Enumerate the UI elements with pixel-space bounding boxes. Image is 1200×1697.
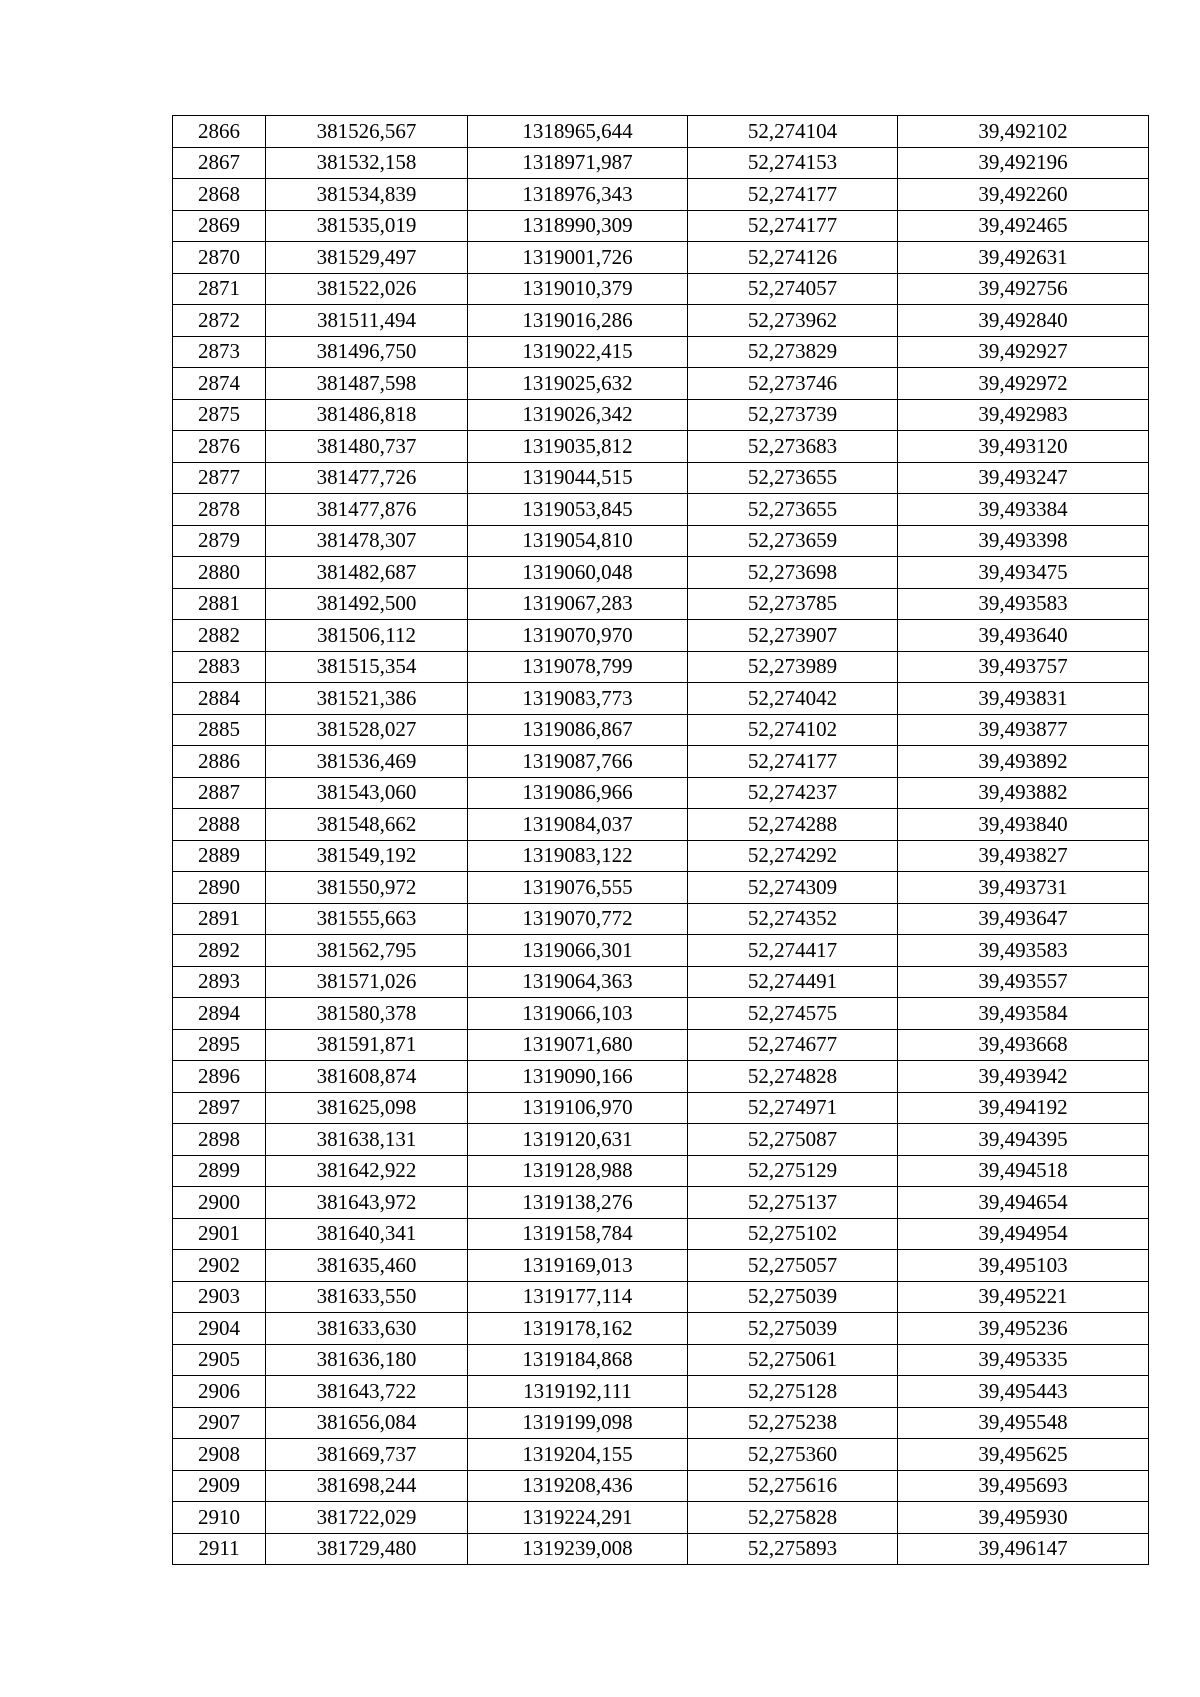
longitude-cell: 39,493583 bbox=[898, 588, 1149, 620]
longitude-cell: 39,492631 bbox=[898, 242, 1149, 274]
table-row bbox=[173, 651, 1149, 683]
table-row bbox=[173, 494, 1149, 526]
latitude-cell: 52,275087 bbox=[688, 1124, 898, 1156]
point-number-cell: 2899 bbox=[173, 1155, 266, 1187]
table-row bbox=[173, 1376, 1149, 1408]
longitude-cell: 39,496147 bbox=[898, 1533, 1149, 1565]
table-row bbox=[173, 809, 1149, 841]
table-row bbox=[173, 777, 1149, 809]
table-row bbox=[173, 1124, 1149, 1156]
coordinate-y-cell: 1319066,301 bbox=[468, 935, 688, 967]
table-row bbox=[173, 462, 1149, 494]
coordinate-y-cell: 1319086,867 bbox=[468, 714, 688, 746]
point-number-cell: 2871 bbox=[173, 273, 266, 305]
latitude-cell: 52,274126 bbox=[688, 242, 898, 274]
latitude-cell: 52,274491 bbox=[688, 966, 898, 998]
coordinate-x-cell: 381635,460 bbox=[266, 1250, 468, 1282]
point-number-cell: 2901 bbox=[173, 1218, 266, 1250]
coordinate-y-cell: 1319106,970 bbox=[468, 1092, 688, 1124]
coordinate-x-cell: 381633,630 bbox=[266, 1313, 468, 1345]
coordinate-y-cell: 1319224,291 bbox=[468, 1502, 688, 1534]
coordinate-y-cell: 1319199,098 bbox=[468, 1407, 688, 1439]
point-number-cell: 2870 bbox=[173, 242, 266, 274]
latitude-cell: 52,274237 bbox=[688, 777, 898, 809]
coordinate-y-cell: 1319239,008 bbox=[468, 1533, 688, 1565]
coordinate-x-cell: 381543,060 bbox=[266, 777, 468, 809]
coordinate-x-cell: 381478,307 bbox=[266, 525, 468, 557]
coordinate-y-cell: 1318990,309 bbox=[468, 210, 688, 242]
coordinate-y-cell: 1319087,766 bbox=[468, 746, 688, 778]
longitude-cell: 39,493840 bbox=[898, 809, 1149, 841]
table-row bbox=[173, 746, 1149, 778]
point-number-cell: 2883 bbox=[173, 651, 266, 683]
latitude-cell: 52,273962 bbox=[688, 305, 898, 337]
coordinate-y-cell: 1319083,122 bbox=[468, 840, 688, 872]
coordinate-x-cell: 381642,922 bbox=[266, 1155, 468, 1187]
longitude-cell: 39,493384 bbox=[898, 494, 1149, 526]
point-number-cell: 2878 bbox=[173, 494, 266, 526]
coordinate-y-cell: 1319071,680 bbox=[468, 1029, 688, 1061]
coordinate-y-cell: 1319044,515 bbox=[468, 462, 688, 494]
coordinate-y-cell: 1319208,436 bbox=[468, 1470, 688, 1502]
point-number-cell: 2910 bbox=[173, 1502, 266, 1534]
longitude-cell: 39,494395 bbox=[898, 1124, 1149, 1156]
latitude-cell: 52,274057 bbox=[688, 273, 898, 305]
longitude-cell: 39,492465 bbox=[898, 210, 1149, 242]
table-row bbox=[173, 998, 1149, 1030]
table-row bbox=[173, 620, 1149, 652]
table-row bbox=[173, 1281, 1149, 1313]
coordinate-y-cell: 1319177,114 bbox=[468, 1281, 688, 1313]
table-row bbox=[173, 273, 1149, 305]
coordinate-y-cell: 1319120,631 bbox=[468, 1124, 688, 1156]
longitude-cell: 39,493831 bbox=[898, 683, 1149, 715]
point-number-cell: 2907 bbox=[173, 1407, 266, 1439]
coordinate-y-cell: 1319086,966 bbox=[468, 777, 688, 809]
latitude-cell: 52,274288 bbox=[688, 809, 898, 841]
coordinate-y-cell: 1319064,363 bbox=[468, 966, 688, 998]
table-row bbox=[173, 147, 1149, 179]
latitude-cell: 52,275039 bbox=[688, 1313, 898, 1345]
coordinate-x-cell: 381482,687 bbox=[266, 557, 468, 589]
coordinate-x-cell: 381511,494 bbox=[266, 305, 468, 337]
table-row bbox=[173, 336, 1149, 368]
coordinate-y-cell: 1319178,162 bbox=[468, 1313, 688, 1345]
latitude-cell: 52,275137 bbox=[688, 1187, 898, 1219]
latitude-cell: 52,274417 bbox=[688, 935, 898, 967]
coordinate-y-cell: 1319076,555 bbox=[468, 872, 688, 904]
table-row bbox=[173, 557, 1149, 589]
coordinate-y-cell: 1318965,644 bbox=[468, 116, 688, 148]
coordinate-x-cell: 381477,726 bbox=[266, 462, 468, 494]
latitude-cell: 52,273655 bbox=[688, 494, 898, 526]
latitude-cell: 52,274042 bbox=[688, 683, 898, 715]
coordinate-y-cell: 1319078,799 bbox=[468, 651, 688, 683]
latitude-cell: 52,274828 bbox=[688, 1061, 898, 1093]
table-row bbox=[173, 840, 1149, 872]
latitude-cell: 52,273746 bbox=[688, 368, 898, 400]
table-row bbox=[173, 1407, 1149, 1439]
coordinate-x-cell: 381532,158 bbox=[266, 147, 468, 179]
point-number-cell: 2905 bbox=[173, 1344, 266, 1376]
coordinate-x-cell: 381591,871 bbox=[266, 1029, 468, 1061]
latitude-cell: 52,273989 bbox=[688, 651, 898, 683]
longitude-cell: 39,494518 bbox=[898, 1155, 1149, 1187]
longitude-cell: 39,492196 bbox=[898, 147, 1149, 179]
point-number-cell: 2875 bbox=[173, 399, 266, 431]
longitude-cell: 39,493584 bbox=[898, 998, 1149, 1030]
point-number-cell: 2894 bbox=[173, 998, 266, 1030]
table-row bbox=[173, 935, 1149, 967]
longitude-cell: 39,495548 bbox=[898, 1407, 1149, 1439]
point-number-cell: 2882 bbox=[173, 620, 266, 652]
latitude-cell: 52,274677 bbox=[688, 1029, 898, 1061]
point-number-cell: 2887 bbox=[173, 777, 266, 809]
table-row bbox=[173, 305, 1149, 337]
coordinate-y-cell: 1319070,772 bbox=[468, 903, 688, 935]
latitude-cell: 52,274292 bbox=[688, 840, 898, 872]
latitude-cell: 52,275039 bbox=[688, 1281, 898, 1313]
latitude-cell: 52,275057 bbox=[688, 1250, 898, 1282]
coordinate-x-cell: 381729,480 bbox=[266, 1533, 468, 1565]
longitude-cell: 39,494954 bbox=[898, 1218, 1149, 1250]
coordinate-x-cell: 381486,818 bbox=[266, 399, 468, 431]
coordinate-y-cell: 1319128,988 bbox=[468, 1155, 688, 1187]
longitude-cell: 39,493892 bbox=[898, 746, 1149, 778]
longitude-cell: 39,492927 bbox=[898, 336, 1149, 368]
latitude-cell: 52,275360 bbox=[688, 1439, 898, 1471]
coordinate-y-cell: 1319053,845 bbox=[468, 494, 688, 526]
coordinate-x-cell: 381656,084 bbox=[266, 1407, 468, 1439]
coordinate-y-cell: 1319001,726 bbox=[468, 242, 688, 274]
point-number-cell: 2891 bbox=[173, 903, 266, 935]
longitude-cell: 39,492840 bbox=[898, 305, 1149, 337]
coordinate-y-cell: 1318971,987 bbox=[468, 147, 688, 179]
point-number-cell: 2866 bbox=[173, 116, 266, 148]
latitude-cell: 52,274309 bbox=[688, 872, 898, 904]
latitude-cell: 52,274177 bbox=[688, 746, 898, 778]
coordinate-x-cell: 381550,972 bbox=[266, 872, 468, 904]
longitude-cell: 39,493731 bbox=[898, 872, 1149, 904]
longitude-cell: 39,493647 bbox=[898, 903, 1149, 935]
latitude-cell: 52,273739 bbox=[688, 399, 898, 431]
coordinate-x-cell: 381722,029 bbox=[266, 1502, 468, 1534]
latitude-cell: 52,274177 bbox=[688, 179, 898, 211]
coordinate-x-cell: 381555,663 bbox=[266, 903, 468, 935]
point-number-cell: 2867 bbox=[173, 147, 266, 179]
coordinate-x-cell: 381625,098 bbox=[266, 1092, 468, 1124]
longitude-cell: 39,495236 bbox=[898, 1313, 1149, 1345]
latitude-cell: 52,273785 bbox=[688, 588, 898, 620]
latitude-cell: 52,274177 bbox=[688, 210, 898, 242]
coordinate-y-cell: 1319054,810 bbox=[468, 525, 688, 557]
coordinate-x-cell: 381480,737 bbox=[266, 431, 468, 463]
point-number-cell: 2877 bbox=[173, 462, 266, 494]
table-row bbox=[173, 1313, 1149, 1345]
longitude-cell: 39,493877 bbox=[898, 714, 1149, 746]
coordinate-y-cell: 1319083,773 bbox=[468, 683, 688, 715]
point-number-cell: 2879 bbox=[173, 525, 266, 557]
point-number-cell: 2885 bbox=[173, 714, 266, 746]
table-row bbox=[173, 1187, 1149, 1219]
longitude-cell: 39,493668 bbox=[898, 1029, 1149, 1061]
point-number-cell: 2890 bbox=[173, 872, 266, 904]
latitude-cell: 52,273683 bbox=[688, 431, 898, 463]
longitude-cell: 39,493827 bbox=[898, 840, 1149, 872]
longitude-cell: 39,493557 bbox=[898, 966, 1149, 998]
coordinate-y-cell: 1319026,342 bbox=[468, 399, 688, 431]
point-number-cell: 2868 bbox=[173, 179, 266, 211]
coordinate-y-cell: 1319204,155 bbox=[468, 1439, 688, 1471]
latitude-cell: 52,275128 bbox=[688, 1376, 898, 1408]
point-number-cell: 2886 bbox=[173, 746, 266, 778]
longitude-cell: 39,492102 bbox=[898, 116, 1149, 148]
longitude-cell: 39,495625 bbox=[898, 1439, 1149, 1471]
point-number-cell: 2872 bbox=[173, 305, 266, 337]
coordinate-x-cell: 381643,722 bbox=[266, 1376, 468, 1408]
latitude-cell: 52,274153 bbox=[688, 147, 898, 179]
table-row bbox=[173, 966, 1149, 998]
longitude-cell: 39,492756 bbox=[898, 273, 1149, 305]
latitude-cell: 52,273655 bbox=[688, 462, 898, 494]
table-row bbox=[173, 368, 1149, 400]
coordinates-table-body bbox=[173, 116, 1149, 1565]
coordinate-x-cell: 381477,876 bbox=[266, 494, 468, 526]
point-number-cell: 2892 bbox=[173, 935, 266, 967]
coordinate-x-cell: 381698,244 bbox=[266, 1470, 468, 1502]
point-number-cell: 2884 bbox=[173, 683, 266, 715]
longitude-cell: 39,493640 bbox=[898, 620, 1149, 652]
coordinate-y-cell: 1319184,868 bbox=[468, 1344, 688, 1376]
coordinate-y-cell: 1319016,286 bbox=[468, 305, 688, 337]
latitude-cell: 52,275828 bbox=[688, 1502, 898, 1534]
coordinate-x-cell: 381636,180 bbox=[266, 1344, 468, 1376]
table-row bbox=[173, 1155, 1149, 1187]
coordinates-table bbox=[172, 115, 1149, 1565]
table-row bbox=[173, 1250, 1149, 1282]
table-row bbox=[173, 1092, 1149, 1124]
point-number-cell: 2906 bbox=[173, 1376, 266, 1408]
table-row bbox=[173, 210, 1149, 242]
coordinate-x-cell: 381633,550 bbox=[266, 1281, 468, 1313]
coordinate-x-cell: 381638,131 bbox=[266, 1124, 468, 1156]
point-number-cell: 2900 bbox=[173, 1187, 266, 1219]
longitude-cell: 39,493120 bbox=[898, 431, 1149, 463]
table-row bbox=[173, 399, 1149, 431]
table-row bbox=[173, 714, 1149, 746]
longitude-cell: 39,495103 bbox=[898, 1250, 1149, 1282]
coordinate-x-cell: 381640,341 bbox=[266, 1218, 468, 1250]
coordinate-x-cell: 381669,737 bbox=[266, 1439, 468, 1471]
point-number-cell: 2898 bbox=[173, 1124, 266, 1156]
coordinate-x-cell: 381580,378 bbox=[266, 998, 468, 1030]
point-number-cell: 2876 bbox=[173, 431, 266, 463]
latitude-cell: 52,275893 bbox=[688, 1533, 898, 1565]
coordinate-y-cell: 1319022,415 bbox=[468, 336, 688, 368]
coordinate-y-cell: 1319138,276 bbox=[468, 1187, 688, 1219]
coordinate-y-cell: 1319066,103 bbox=[468, 998, 688, 1030]
coordinate-x-cell: 381492,500 bbox=[266, 588, 468, 620]
coordinate-x-cell: 381521,386 bbox=[266, 683, 468, 715]
point-number-cell: 2874 bbox=[173, 368, 266, 400]
latitude-cell: 52,275616 bbox=[688, 1470, 898, 1502]
point-number-cell: 2895 bbox=[173, 1029, 266, 1061]
point-number-cell: 2909 bbox=[173, 1470, 266, 1502]
table-row bbox=[173, 683, 1149, 715]
longitude-cell: 39,493398 bbox=[898, 525, 1149, 557]
longitude-cell: 39,495443 bbox=[898, 1376, 1149, 1408]
coordinate-x-cell: 381496,750 bbox=[266, 336, 468, 368]
coordinate-x-cell: 381643,972 bbox=[266, 1187, 468, 1219]
coordinate-y-cell: 1319070,970 bbox=[468, 620, 688, 652]
table-row bbox=[173, 116, 1149, 148]
coordinate-y-cell: 1318976,343 bbox=[468, 179, 688, 211]
coordinate-x-cell: 381528,027 bbox=[266, 714, 468, 746]
table-row bbox=[173, 872, 1149, 904]
point-number-cell: 2903 bbox=[173, 1281, 266, 1313]
coordinate-x-cell: 381522,026 bbox=[266, 273, 468, 305]
coordinate-x-cell: 381529,497 bbox=[266, 242, 468, 274]
coordinate-x-cell: 381526,567 bbox=[266, 116, 468, 148]
coordinate-y-cell: 1319158,784 bbox=[468, 1218, 688, 1250]
table-row bbox=[173, 1029, 1149, 1061]
longitude-cell: 39,493247 bbox=[898, 462, 1149, 494]
latitude-cell: 52,275102 bbox=[688, 1218, 898, 1250]
coordinate-y-cell: 1319192,111 bbox=[468, 1376, 688, 1408]
table-row bbox=[173, 1439, 1149, 1471]
longitude-cell: 39,493942 bbox=[898, 1061, 1149, 1093]
coordinate-x-cell: 381549,192 bbox=[266, 840, 468, 872]
table-row bbox=[173, 1470, 1149, 1502]
point-number-cell: 2902 bbox=[173, 1250, 266, 1282]
longitude-cell: 39,493882 bbox=[898, 777, 1149, 809]
coordinate-x-cell: 381534,839 bbox=[266, 179, 468, 211]
longitude-cell: 39,492260 bbox=[898, 179, 1149, 211]
coordinate-x-cell: 381608,874 bbox=[266, 1061, 468, 1093]
coordinate-x-cell: 381548,662 bbox=[266, 809, 468, 841]
longitude-cell: 39,495693 bbox=[898, 1470, 1149, 1502]
table-row bbox=[173, 1502, 1149, 1534]
table-row bbox=[173, 1218, 1149, 1250]
longitude-cell: 39,492972 bbox=[898, 368, 1149, 400]
point-number-cell: 2873 bbox=[173, 336, 266, 368]
longitude-cell: 39,493757 bbox=[898, 651, 1149, 683]
latitude-cell: 52,273659 bbox=[688, 525, 898, 557]
point-number-cell: 2904 bbox=[173, 1313, 266, 1345]
longitude-cell: 39,495221 bbox=[898, 1281, 1149, 1313]
latitude-cell: 52,274102 bbox=[688, 714, 898, 746]
table-row bbox=[173, 525, 1149, 557]
coordinate-x-cell: 381487,598 bbox=[266, 368, 468, 400]
latitude-cell: 52,273698 bbox=[688, 557, 898, 589]
table-row bbox=[173, 1061, 1149, 1093]
point-number-cell: 2889 bbox=[173, 840, 266, 872]
longitude-cell: 39,494654 bbox=[898, 1187, 1149, 1219]
point-number-cell: 2880 bbox=[173, 557, 266, 589]
point-number-cell: 2897 bbox=[173, 1092, 266, 1124]
latitude-cell: 52,275061 bbox=[688, 1344, 898, 1376]
table-row bbox=[173, 431, 1149, 463]
coordinate-x-cell: 381515,354 bbox=[266, 651, 468, 683]
latitude-cell: 52,273907 bbox=[688, 620, 898, 652]
coordinate-x-cell: 381535,019 bbox=[266, 210, 468, 242]
longitude-cell: 39,495930 bbox=[898, 1502, 1149, 1534]
latitude-cell: 52,275129 bbox=[688, 1155, 898, 1187]
point-number-cell: 2893 bbox=[173, 966, 266, 998]
coordinate-y-cell: 1319025,632 bbox=[468, 368, 688, 400]
coordinate-x-cell: 381562,795 bbox=[266, 935, 468, 967]
longitude-cell: 39,495335 bbox=[898, 1344, 1149, 1376]
point-number-cell: 2896 bbox=[173, 1061, 266, 1093]
coordinate-x-cell: 381536,469 bbox=[266, 746, 468, 778]
longitude-cell: 39,493583 bbox=[898, 935, 1149, 967]
latitude-cell: 52,274352 bbox=[688, 903, 898, 935]
longitude-cell: 39,492983 bbox=[898, 399, 1149, 431]
table-row bbox=[173, 1533, 1149, 1565]
point-number-cell: 2888 bbox=[173, 809, 266, 841]
longitude-cell: 39,494192 bbox=[898, 1092, 1149, 1124]
table-row bbox=[173, 588, 1149, 620]
point-number-cell: 2911 bbox=[173, 1533, 266, 1565]
coordinate-y-cell: 1319035,812 bbox=[468, 431, 688, 463]
table-row bbox=[173, 242, 1149, 274]
longitude-cell: 39,493475 bbox=[898, 557, 1149, 589]
latitude-cell: 52,274971 bbox=[688, 1092, 898, 1124]
table-row bbox=[173, 1344, 1149, 1376]
coordinate-y-cell: 1319084,037 bbox=[468, 809, 688, 841]
coordinate-y-cell: 1319067,283 bbox=[468, 588, 688, 620]
coordinate-x-cell: 381571,026 bbox=[266, 966, 468, 998]
point-number-cell: 2869 bbox=[173, 210, 266, 242]
latitude-cell: 52,274104 bbox=[688, 116, 898, 148]
latitude-cell: 52,274575 bbox=[688, 998, 898, 1030]
table-row bbox=[173, 903, 1149, 935]
coordinate-x-cell: 381506,112 bbox=[266, 620, 468, 652]
latitude-cell: 52,273829 bbox=[688, 336, 898, 368]
point-number-cell: 2908 bbox=[173, 1439, 266, 1471]
coordinate-y-cell: 1319090,166 bbox=[468, 1061, 688, 1093]
point-number-cell: 2881 bbox=[173, 588, 266, 620]
coordinate-y-cell: 1319010,379 bbox=[468, 273, 688, 305]
table-row bbox=[173, 179, 1149, 211]
coordinate-y-cell: 1319060,048 bbox=[468, 557, 688, 589]
coordinate-y-cell: 1319169,013 bbox=[468, 1250, 688, 1282]
latitude-cell: 52,275238 bbox=[688, 1407, 898, 1439]
